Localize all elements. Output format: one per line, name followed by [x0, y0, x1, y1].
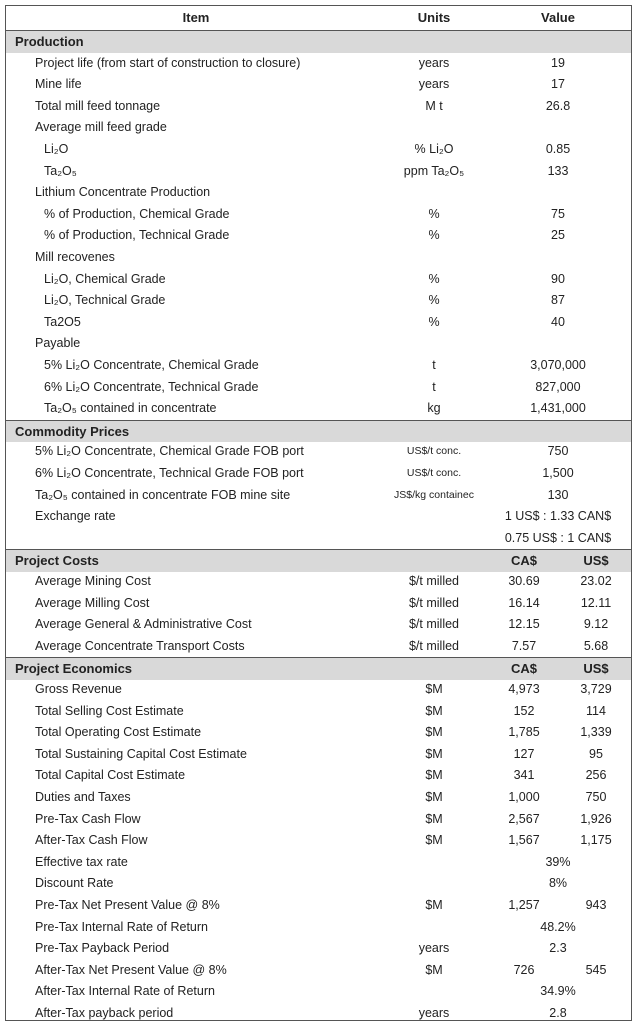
row-value: 827,000 — [535, 379, 581, 394]
row-value: 1,431,000 — [530, 401, 586, 416]
row-value: 133 — [547, 163, 569, 178]
row-value: 130 — [547, 487, 569, 502]
row-label: Exchange rate — [35, 509, 116, 524]
row-units: % Li₂O — [414, 142, 454, 156]
row-units: % — [428, 314, 440, 329]
row-units: $M — [425, 962, 443, 977]
row-label: % of Production, Chemical Grade — [44, 206, 230, 221]
header-item: Item — [182, 10, 210, 25]
row-units: $M — [425, 790, 443, 804]
row-label: Li₂O, Technical Grade — [44, 293, 166, 308]
row-units: $/t milled — [408, 574, 460, 588]
row-value: 8% — [548, 876, 568, 891]
row-label: 5% Li₂O Concentrate, Chemical Grade — [44, 358, 259, 372]
row-label: Effective tax rate — [35, 854, 128, 869]
row-value: 19 — [551, 55, 565, 70]
row-value: 1,500 — [542, 466, 574, 480]
table-row — [6, 722, 631, 744]
row-label: Total Capital Cost Estimate — [35, 768, 186, 783]
table-row — [6, 938, 631, 960]
row-value: 1 US$ : 1.33 CAN$ — [504, 509, 612, 524]
row-value-usd: 3,729 — [580, 682, 612, 696]
column-header-usd: US$ — [583, 661, 609, 677]
header-value: Value — [541, 10, 575, 25]
row-units: $/t milled — [408, 638, 460, 653]
row-units: years — [418, 1006, 450, 1020]
table-row — [6, 377, 631, 399]
table-row — [6, 463, 631, 485]
table-row — [6, 679, 631, 701]
row-label: Pre-Tax Payback Period — [35, 941, 170, 956]
section-header — [6, 657, 631, 680]
row-label: After-Tax Net Present Value @ 8% — [35, 962, 227, 977]
row-value-cad: 1,000 — [508, 790, 540, 804]
row-units: kg — [427, 401, 441, 416]
row-value-cad: 1,567 — [508, 833, 540, 848]
row-label: Mine life — [35, 77, 82, 92]
row-label: Ta₂O₅ — [44, 163, 77, 178]
column-header-usd: US$ — [583, 553, 609, 569]
row-label: Li₂O — [44, 142, 69, 156]
row-label: Ta2O5 — [44, 314, 81, 329]
table-row — [6, 960, 631, 982]
row-label: Total Sustaining Capital Cost Estimate — [35, 746, 247, 761]
row-label: Average General & Administrative Cost — [35, 617, 252, 632]
row-value: 2.3 — [549, 941, 567, 956]
row-units: JS$/kg containec — [394, 488, 474, 501]
row-value: 75 — [551, 206, 565, 221]
row-value-cad: 4,973 — [508, 682, 540, 696]
row-label: Pre-Tax Internal Rate of Return — [35, 919, 208, 934]
table-row — [6, 441, 631, 463]
row-value: 0.75 US$ : 1 CAN$ — [504, 530, 612, 545]
row-value-usd: 95 — [589, 746, 603, 761]
table-row — [6, 895, 631, 917]
table-row — [6, 139, 631, 161]
table-row — [6, 830, 631, 852]
row-value: 39% — [545, 854, 571, 869]
section-label: Production — [15, 34, 84, 49]
table-row — [6, 636, 631, 658]
row-units: t — [432, 358, 436, 372]
section-label: Commodity Prices — [15, 423, 130, 439]
row-units: $/t milled — [408, 595, 460, 610]
row-label: Payable — [35, 336, 81, 351]
row-label: Average Milling Cost — [35, 595, 150, 610]
section-label: Project Costs — [15, 553, 99, 569]
row-value-cad: 7.57 — [511, 638, 537, 653]
row-label: Duties and Taxes — [35, 790, 131, 804]
row-units: % — [428, 228, 440, 243]
row-label: After-Tax Cash Flow — [35, 833, 148, 848]
table-row — [6, 269, 631, 291]
table-row — [6, 290, 631, 312]
row-value: 40 — [551, 314, 565, 329]
row-value-cad: 16.14 — [508, 595, 540, 610]
header-units: Units — [417, 10, 451, 25]
row-value-usd: 12.11 — [580, 595, 612, 610]
section-header — [6, 420, 631, 443]
row-value: 17 — [551, 77, 565, 92]
row-units: $M — [425, 703, 443, 718]
row-value-cad: 726 — [513, 962, 535, 977]
section-label: Project Economics — [15, 661, 133, 677]
row-value-usd: 1,926 — [580, 811, 612, 826]
row-value-cad: 1,257 — [508, 898, 540, 912]
row-units: years — [418, 55, 450, 70]
row-value: 48.2% — [540, 919, 576, 934]
row-value: 25 — [551, 228, 565, 243]
row-label: Project life (from start of construction to closure) — [35, 55, 301, 70]
row-units: $M — [425, 682, 443, 696]
row-label: After-Tax payback period — [35, 1006, 174, 1020]
row-value-usd: 256 — [585, 768, 607, 783]
table-row — [6, 182, 631, 204]
table-row — [6, 485, 631, 507]
row-label: 6% Li₂O Concentrate, Technical Grade — [44, 379, 259, 394]
row-label: Average Mining Cost — [35, 574, 151, 588]
row-units: % — [428, 271, 440, 286]
row-value-usd: 1,339 — [580, 725, 612, 740]
table-row — [6, 117, 631, 139]
table-row — [6, 787, 631, 809]
row-units: years — [418, 941, 450, 956]
table-row — [6, 701, 631, 723]
row-label: 5% Li₂O Concentrate, Chemical Grade FOB port — [35, 444, 304, 459]
table-row — [6, 53, 631, 75]
row-value-cad: 127 — [513, 746, 535, 761]
row-label: Total mill feed tonnage — [35, 98, 161, 113]
table-row — [6, 744, 631, 766]
row-value-usd: 750 — [585, 790, 607, 804]
row-value: 3,070,000 — [530, 358, 586, 372]
row-value: 750 — [547, 444, 569, 459]
row-units: t — [432, 379, 436, 394]
row-units: $M — [425, 898, 443, 912]
row-value-usd: 5.68 — [583, 638, 609, 653]
row-label: Gross Revenue — [35, 682, 122, 696]
column-header-cad: CA$ — [510, 661, 537, 677]
row-label: Discount Rate — [35, 876, 114, 891]
row-value: 34.9% — [540, 984, 576, 999]
row-units: $M — [425, 833, 443, 848]
row-value: 87 — [551, 293, 565, 308]
row-value-cad: 152 — [513, 703, 535, 718]
row-value: 26.8 — [545, 98, 571, 113]
row-units: years — [418, 77, 450, 92]
row-label: Pre-Tax Net Present Value @ 8% — [35, 898, 220, 912]
row-label: Average mill feed grade — [35, 120, 167, 135]
row-label: Ta₂O₅ contained in concentrate — [44, 401, 217, 416]
row-value-cad: 1,785 — [508, 725, 540, 740]
row-value: 0.85 — [545, 142, 571, 156]
table-row — [6, 917, 631, 939]
row-value-usd: 9.12 — [583, 617, 609, 632]
row-label: Total Operating Cost Estimate — [35, 725, 202, 740]
table-row — [6, 96, 631, 118]
row-value: 90 — [551, 271, 565, 286]
row-value-cad: 341 — [513, 768, 535, 783]
row-label: 6% Li₂O Concentrate, Technical Grade FOB port — [35, 466, 304, 480]
row-value: 2.8 — [549, 1006, 567, 1020]
summary-table — [5, 5, 632, 1021]
section-header — [6, 549, 631, 572]
table-row — [6, 852, 631, 874]
row-units: US$/t conc. — [406, 467, 462, 479]
row-label: Ta₂O₅ contained in concentrate FOB mine site — [35, 487, 291, 502]
table-row — [6, 528, 631, 550]
table-row — [6, 204, 631, 226]
table-row — [6, 506, 631, 528]
table-row — [6, 765, 631, 787]
table-header — [6, 6, 631, 31]
table-row — [6, 614, 631, 636]
row-value-cad: 30.69 — [508, 574, 540, 588]
row-value-usd: 23.02 — [580, 574, 612, 588]
row-units: % — [428, 293, 440, 308]
row-units: $M — [425, 811, 443, 826]
table-row — [6, 247, 631, 269]
table-row — [6, 1003, 631, 1025]
row-value-usd: 114 — [586, 703, 606, 718]
row-value-usd: 1,175 — [580, 833, 612, 848]
table-row — [6, 74, 631, 96]
row-units: $M — [425, 725, 443, 740]
row-units: M t — [425, 98, 443, 113]
table-row — [6, 355, 631, 377]
section-header — [6, 31, 631, 53]
table-row — [6, 809, 631, 831]
row-value-cad: 2,567 — [508, 811, 540, 826]
row-units: $M — [425, 768, 443, 783]
table-row — [6, 571, 631, 593]
table-row — [6, 981, 631, 1003]
row-units: $M — [425, 746, 443, 761]
row-value-cad: 12.15 — [508, 617, 540, 632]
row-units: US$/t conc. — [406, 445, 462, 458]
row-label: Mill recovenes — [35, 250, 115, 264]
table-row — [6, 873, 631, 895]
row-label: Pre-Tax Cash Flow — [35, 811, 141, 826]
table-row — [6, 333, 631, 355]
row-label: % of Production, Technical Grade — [44, 228, 230, 243]
column-header-cad: CA$ — [510, 553, 537, 569]
row-label: Li₂O, Chemical Grade — [44, 271, 166, 286]
row-label: After-Tax Internal Rate of Return — [35, 984, 215, 999]
table-row — [6, 593, 631, 615]
row-value-usd: 943 — [585, 898, 607, 912]
table-row — [6, 312, 631, 334]
row-label: Total Selling Cost Estimate — [35, 703, 184, 718]
row-units: % — [428, 206, 440, 221]
table-row — [6, 225, 631, 247]
row-label: Average Concentrate Transport Costs — [35, 638, 245, 653]
table-row — [6, 398, 631, 420]
row-value-usd: 545 — [585, 962, 607, 977]
row-units: $/t milled — [408, 617, 460, 632]
table-row — [6, 161, 631, 183]
row-label: Lithium Concentrate Production — [35, 185, 211, 200]
row-units: ppm Ta₂O₅ — [403, 163, 465, 178]
